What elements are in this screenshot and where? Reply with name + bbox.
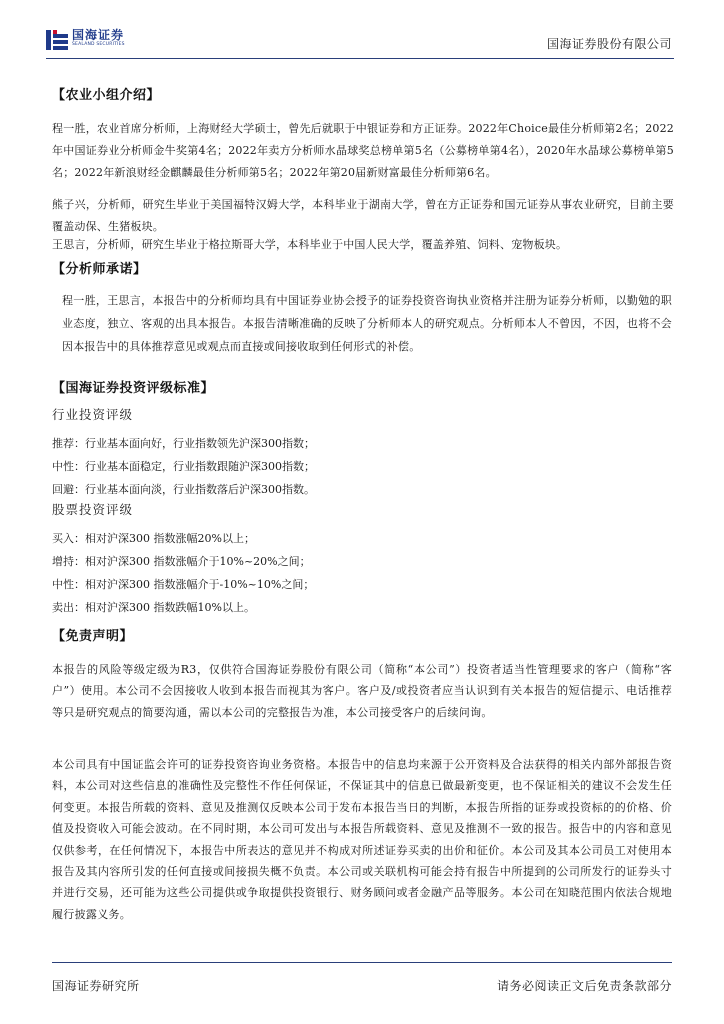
agri-team-title: 【农业小组介绍】	[52, 88, 161, 103]
agri-team-member-3: 王思言，分析师，研究生毕业于格拉斯哥大学，本科毕业于中国人民大学，覆盖养殖、饲料、宠物板块。	[52, 238, 568, 251]
agri-team-member-2: 熊子兴，分析师，研究生毕业于美国福特汉姆大学，本科毕业于湖南大学，曾在方正证券和国元证券从事农业研究，目前主要覆盖动保、生猪板块。	[52, 198, 674, 233]
analyst-commitment-text: 程一胜，王思言，本报告中的分析师均具有中国证券业协会授予的证券投资咨询执业资格并注册为证券分析师，以勤勉的职业态度，独立、客观的出具本报告。本报告清晰准确的反映了分析师本人的研究观点。分析师本人不曾因，不因，也将不会因本报告中的具体推荐意见或观点而直接或间接收取到任何形式的补偿。	[62, 294, 672, 353]
sealand-logo-icon	[46, 30, 68, 50]
company-logo	[46, 28, 125, 52]
disclaimer-paragraph-2: 本公司具有中国证监会许可的证券投资咨询业务资格。本报告中的信息均来源于公开资料及合法获得的相关内部外部报告资料，本公司对这些信息的准确性及完整性不作任何保证，不保证其中的信息已做最新变更，也不保证相关的建议不会发生任何变更。本报告所载的资料、意见及推测仅反映本公司于发布本报告当日的判断，本报告所指的证券或投资标的的价格、价值及投资收入可能会波动。在不同时期，本公司可发出与本报告所载资料、意见及推测不一致的报告。报告中的内容和意见仅供参考，在任何情况下，本报告中所表达的意见并不构成对所述证券买卖的出价和征价。本公司及其本公司员工对使用本报告及其内容所引发的任何直接或间接损失概不负责。本公司或关联机构可能会持有报告中所提到的公司所发行的证券头寸并进行交易，还可能为这些公司提供或争取提供投资银行、财务顾问或者金融产品等服务。本公司在知晓范围内依法合规地履行披露义务。	[52, 758, 672, 921]
agri-team-member-1: 程一胜，农业首席分析师，上海财经大学硕士，曾先后就职于中银证券和方正证券。2022年Choice最佳分析师第2名；2022年中国证券业分析师金牛奖第4名；2022年卖方分析师水晶球奖总榜单第5名（公募榜单第4名），2020年水晶球公募榜单第5名；2022年新浪财经金麒麟最佳分析师第5名；2022年第20届新财富最佳分析师第6名。	[52, 122, 674, 179]
disclaimer-title: 【免责声明】	[52, 629, 134, 644]
industry-rating-item: 中性：行业基本面稳定，行业指数跟随沪深300指数；	[52, 460, 315, 473]
industry-rating-list	[52, 432, 672, 501]
logo-english-name: SEALAND SECURITIES	[72, 42, 125, 47]
page-header	[46, 28, 674, 59]
industry-rating-item: 回避：行业基本面向淡，行业指数落后沪深300指数。	[52, 483, 315, 496]
footer-disclaimer-note: 请务必阅读正文后免责条款部分	[496, 979, 672, 993]
footer-institute: 国海证券研究所	[52, 979, 140, 993]
stock-rating-item: 中性：相对沪深300 指数涨幅介于-10%~10%之间；	[52, 578, 315, 591]
logo-chinese-name: 国海证券	[72, 28, 125, 42]
stock-rating-item: 卖出：相对沪深300 指数跌幅10%以上。	[52, 601, 255, 614]
stock-rating-heading: 股票投资评级	[52, 502, 134, 517]
rating-standard-title: 【国海证券投资评级标准】	[52, 381, 215, 396]
stock-rating-item: 增持：相对沪深300 指数涨幅介于10%~20%之间；	[52, 555, 311, 568]
disclaimer-paragraph-1: 本报告的风险等级定级为R3，仅供符合国海证券股份有限公司（简称“本公司”）投资者适当性管理要求的客户（简称“客户”）使用。本公司不会因接收人收到本报告而视其为客户。客户及/或投资者应当认识到有关本报告的短信提示、电话推荐等只是研究观点的简要沟通，需以本公司的完整报告为准，本公司接受客户的后续问询。	[52, 663, 672, 719]
analyst-commitment-title: 【分析师承诺】	[52, 262, 147, 277]
header-company-name: 国海证券股份有限公司	[546, 37, 672, 51]
industry-rating-item: 推荐：行业基本面向好，行业指数领先沪深300指数；	[52, 437, 315, 450]
stock-rating-item: 买入：相对沪深300 指数涨幅20%以上；	[52, 532, 255, 545]
industry-rating-heading: 行业投资评级	[52, 407, 134, 422]
page-footer	[52, 962, 672, 993]
stock-rating-list	[52, 527, 672, 619]
